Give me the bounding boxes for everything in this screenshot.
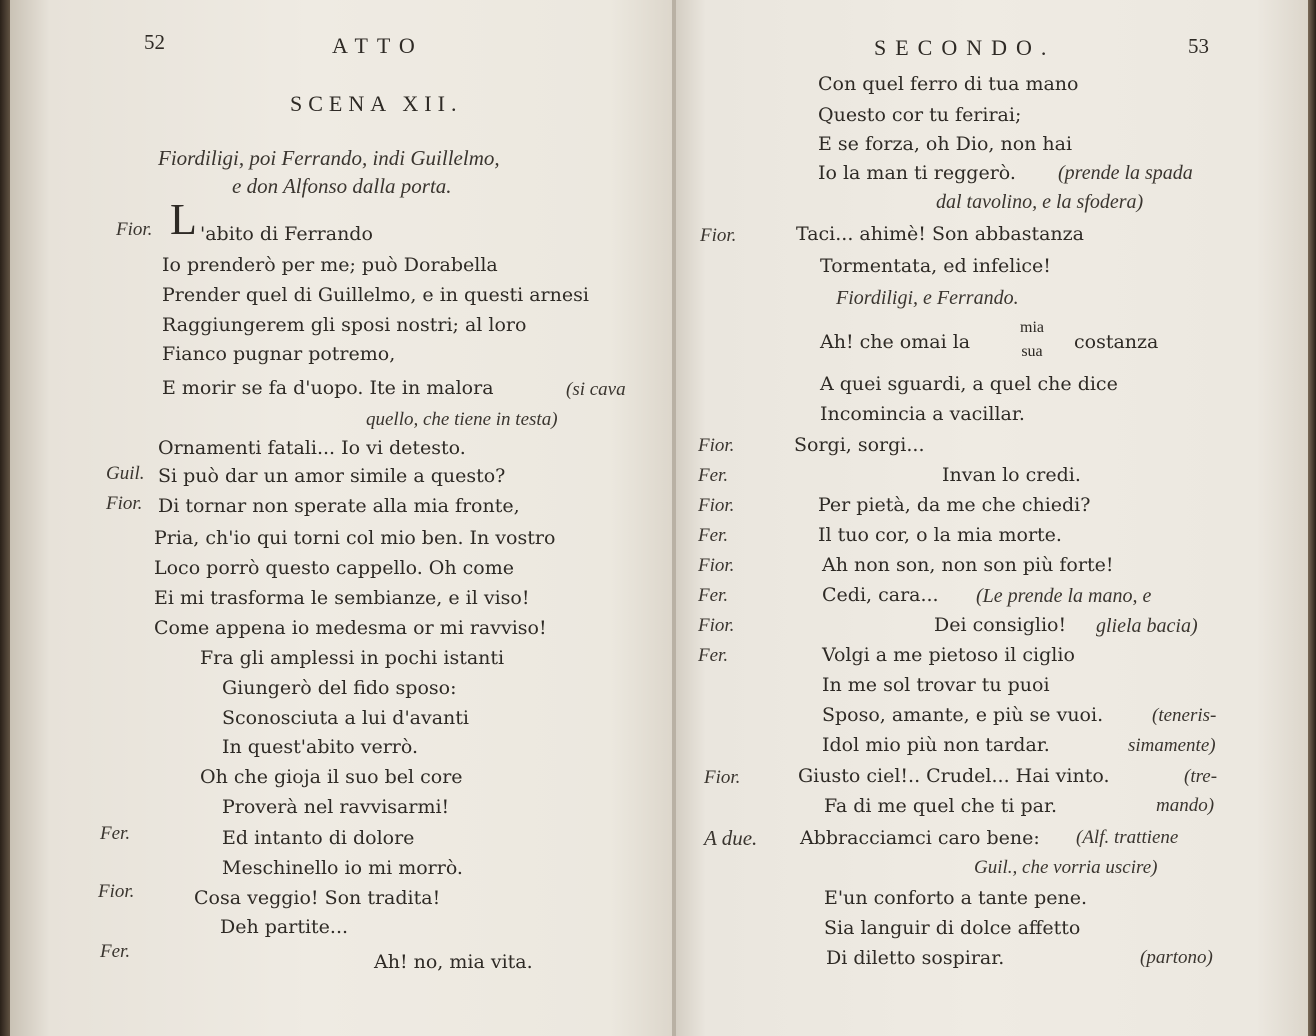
speaker-label: A due. — [704, 826, 758, 850]
scene-heading: Fiordiligi, e Ferrando. — [836, 287, 1019, 309]
left-page — [10, 0, 674, 1036]
verse-line: Incomincia a vacillar. — [820, 403, 1025, 425]
verse-line: Di diletto sospirar. — [826, 947, 1005, 969]
verse-line: Il tuo cor, o la mia morte. — [818, 524, 1062, 546]
verse-line: Dei consiglio! — [934, 614, 1067, 636]
drop-cap: L — [170, 195, 197, 244]
verse-line: E morir se fa d'uopo. Ite in malora — [162, 377, 494, 399]
verse-line: Raggiungerem gli sposi nostri; al loro — [162, 314, 527, 336]
verse-line: Si può dar un amor simile a questo? — [158, 465, 506, 487]
stage-direction: (prende la spada — [1058, 162, 1193, 184]
speaker-label: Fior. — [698, 435, 735, 456]
verse-line: Con quel ferro di tua mano — [818, 73, 1079, 95]
verse-line: Questo cor tu ferirai; — [818, 104, 1022, 126]
verse-line: Tormentata, ed infelice! — [820, 255, 1051, 277]
verse-line: Ah! che omai la — [820, 331, 971, 353]
verse-variant-top: mia — [1020, 319, 1044, 336]
speaker-label: Fior. — [106, 493, 143, 514]
speaker-label: Fer. — [698, 585, 729, 606]
speaker-label: Fior. — [698, 495, 735, 516]
stage-direction: (teneris- — [1152, 705, 1217, 726]
stage-direction: (Le prende la mano, e — [976, 585, 1152, 607]
verse-line: Taci... ahimè! Son abbastanza — [796, 223, 1084, 245]
verse-line: Giungerò del fido sposo: — [222, 677, 457, 699]
verse-line: E se forza, oh Dio, non hai — [818, 133, 1073, 155]
verse-line: Sconosciuta a lui d'avanti — [222, 707, 469, 729]
verse-line: Loco porrò questo cappello. Oh come — [154, 557, 514, 579]
verse-line: Ornamenti fatali... Io vi detesto. — [158, 437, 466, 459]
verse-line: In quest'abito verrò. — [222, 736, 419, 758]
verse-line: Giusto ciel!.. Crudel... Hai vinto. — [798, 765, 1110, 787]
verse-line: 'abito di Ferrando — [200, 223, 373, 245]
verse-line: Pria, ch'io qui torni col mio ben. In vostro — [154, 527, 556, 549]
verse-line: Sorgi, sorgi... — [794, 434, 925, 456]
verse-line: Cedi, cara... — [822, 584, 939, 606]
verse-line: Ed intanto di dolore — [222, 827, 415, 849]
verse-line: Per pietà, da me che chiedi? — [818, 494, 1091, 516]
speaker-label: Fior. — [704, 767, 741, 788]
verse-line: Meschinello io mi morrò. — [222, 857, 463, 879]
scene-title: SCENA XII. — [290, 91, 463, 116]
verse-line: Cosa veggio! Son tradita! — [194, 887, 441, 909]
verse-line: Idol mio più non tardar. — [822, 734, 1050, 756]
verse-line: Di tornar non sperate alla mia fronte, — [158, 495, 520, 517]
stage-direction: gliela bacia) — [1096, 615, 1198, 637]
stage-direction: (si cava — [566, 379, 626, 400]
speaker-label: Fior. — [116, 219, 153, 240]
verse-line: Sposo, amante, e più se vuoi. — [822, 704, 1104, 726]
verse-line: Sia languir di dolce affetto — [824, 917, 1081, 939]
speaker-label: Fior. — [98, 881, 135, 902]
right-page — [676, 0, 1308, 1036]
stage-direction: (tre- — [1184, 766, 1218, 787]
stage-direction: simamente) — [1128, 735, 1216, 756]
stage-direction: Guil., che vorria uscire) — [974, 857, 1158, 878]
verse-line: Proverà nel ravvisarmi! — [222, 796, 450, 818]
verse-line: Fa di me quel che ti par. — [824, 795, 1058, 817]
book-edge-right — [1308, 0, 1316, 1036]
verse-variant-bottom: sua — [1021, 343, 1043, 360]
speaker-label: Fior. — [700, 225, 737, 246]
verse-line: Oh che gioja il suo bel core — [200, 766, 463, 788]
speaker-label: Fer. — [698, 525, 729, 546]
speaker-label: Fer. — [100, 941, 131, 962]
verse-line: Prender quel di Guillelmo, e in questi arnesi — [162, 284, 589, 306]
verse-line: Deh partite... — [220, 916, 349, 938]
page-number: 53 — [1188, 34, 1209, 58]
speaker-label: Fer. — [100, 823, 131, 844]
verse-line: Ei mi trasforma le sembianze, e il viso! — [154, 587, 530, 609]
verse-line: Io prenderò per me; può Dorabella — [162, 254, 498, 276]
verse-line: Volgi a me pietoso il ciglio — [822, 644, 1075, 666]
stage-direction: (Alf. trattiene — [1076, 827, 1179, 848]
speaker-label: Fer. — [698, 645, 729, 666]
speaker-label: Fior. — [698, 615, 735, 636]
stage-direction: e don Alfonso dalla porta. — [232, 174, 452, 198]
speaker-label: Fer. — [698, 465, 729, 486]
stage-direction: mando) — [1156, 795, 1215, 816]
speaker-label: Guil. — [106, 463, 145, 484]
stage-direction: quello, che tiene in testa) — [366, 409, 558, 430]
verse-line: In me sol trovar tu puoi — [822, 674, 1050, 696]
stage-direction: dal tavolino, e la sfodera) — [936, 191, 1144, 213]
verse-line: Abbracciamci caro bene: — [800, 827, 1040, 849]
verse-line: Come appena io medesma or mi ravviso! — [154, 617, 547, 639]
verse-line: Io la man ti reggerò. — [818, 162, 1016, 184]
running-head: ATTO — [332, 33, 424, 58]
verse-line: Fra gli amplessi in pochi istanti — [200, 647, 505, 669]
verse-line: Fianco pugnar potremo, — [162, 343, 396, 365]
verse-line: E'un conforto a tante pene. — [824, 887, 1088, 909]
stage-direction: (partono) — [1140, 947, 1213, 968]
verse-line: A quei sguardi, a quel che dice — [820, 373, 1118, 395]
verse-line: Ah non son, non son più forte! — [822, 554, 1114, 576]
verse-line: Ah! no, mia vita. — [374, 951, 533, 973]
speaker-label: Fior. — [698, 555, 735, 576]
verse-line: costanza — [1074, 331, 1159, 353]
verse-line: Invan lo credi. — [942, 464, 1081, 486]
stage-direction: Fiordiligi, poi Ferrando, indi Guillelmo, — [158, 146, 500, 170]
page-number: 52 — [144, 30, 165, 54]
running-head: SECONDO. — [874, 35, 1056, 60]
